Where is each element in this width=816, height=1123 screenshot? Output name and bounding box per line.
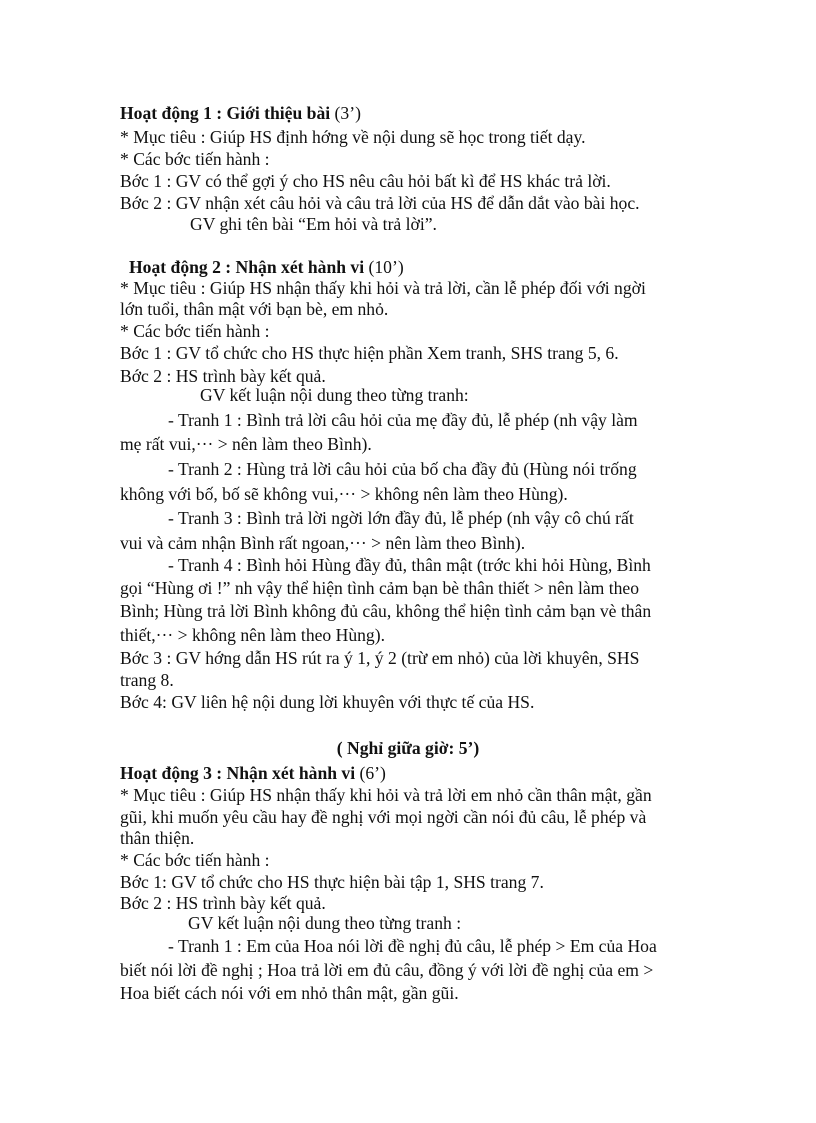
- activity-2-step-2: Bớc 2 : HS trình bày kết quả.: [120, 366, 326, 386]
- activity-1-step-1: Bớc 1 : GV có thể gợi ý cho HS nêu câu hỏi bất kì để HS khác trả lời.: [120, 171, 611, 191]
- activity-3-heading: [120, 763, 386, 784]
- activity-2-picture-1-line-2: mẹ rất vui,··· > nên làm theo Bình).: [120, 434, 372, 454]
- activity-2-step-4: Bớc 4: GV liên hệ nội dung lời khuyên với thực tế của HS.: [120, 692, 535, 712]
- activity-2-title: Hoạt động 2 : Nhận xét hành vi: [129, 257, 365, 277]
- activity-2-picture-1-line-1: - Tranh 1 : Bình trả lời câu hỏi của mẹ đầy đủ, lễ phép (nh vậy làm: [168, 410, 638, 430]
- activity-3-objective-line-2: gũi, khi muốn yêu cầu hay đề nghị với mọi ngời cần nói đủ câu, lễ phép và: [120, 807, 647, 827]
- activity-3-picture-1-line-3: Hoa biết cách nói với em nhỏ thân mật, gần gũi.: [120, 983, 459, 1003]
- activity-2-picture-3-line-2: vui và cảm nhận Bình rất ngoan,··· > nên làm theo Bình).: [120, 533, 526, 553]
- activity-3-step-1: Bớc 1: GV tổ chức cho HS thực hiện bài tập 1, SHS trang 7.: [120, 872, 544, 892]
- activity-2-picture-4-line-1: - Tranh 4 : Bình hỏi Hùng đầy đủ, thân mật (trớc khi hỏi Hùng, Bình: [168, 555, 651, 575]
- activity-3-title: Hoạt động 3 : Nhận xét hành vi: [120, 763, 356, 783]
- break-label: ( Nghỉ giữa giờ: 5’): [336, 738, 480, 758]
- activity-3-time: (6’): [355, 763, 386, 783]
- activity-2-picture-4-line-4: thiết,··· > không nên làm theo Hùng).: [120, 625, 385, 645]
- activity-2-picture-2-line-2: không với bố, bố sẽ không vui,··· > không nên làm theo Hùng).: [120, 484, 568, 504]
- activity-2-picture-4-line-3: Bình; Hùng trả lời Bình không đủ câu, không thể hiện tình cảm bạn vè thân: [120, 601, 652, 621]
- activity-2-heading: [129, 257, 404, 278]
- activity-1-title: Hoạt động 1 : Giới thiệu bài: [120, 103, 331, 123]
- activity-2-picture-3-line-1: - Tranh 3 : Bình trả lời ngời lớn đầy đủ, lễ phép (nh vậy cô chú rất: [168, 508, 634, 528]
- activity-2-picture-4-line-2: gọi “Hùng ơi !” nh vậy thể hiện tình cảm bạn bè thân thiết > nên làm theo: [120, 578, 640, 598]
- activity-1-heading: [120, 103, 361, 124]
- activity-3-picture-1-line-1: - Tranh 1 : Em của Hoa nói lời đề nghị đủ câu, lễ phép > Em của Hoa: [168, 936, 657, 956]
- activity-2-picture-2-line-1: - Tranh 2 : Hùng trả lời câu hỏi của bố cha đầy đủ (Hùng nói trống: [168, 459, 637, 479]
- activity-2-steps-label: * Các bớc tiến hành :: [120, 321, 270, 341]
- activity-1-steps-label: * Các bớc tiến hành :: [120, 149, 270, 169]
- activity-2-step-1: Bớc 1 : GV tổ chức cho HS thực hiện phần Xem tranh, SHS trang 5, 6.: [120, 343, 619, 363]
- activity-1-step-2: Bớc 2 : GV nhận xét câu hỏi và câu trả lời của HS để dẫn dắt vào bài học.: [120, 193, 640, 213]
- activity-2-step-3-line-2: trang 8.: [120, 670, 174, 690]
- activity-2-step-3-line-1: Bớc 3 : GV hớng dẫn HS rút ra ý 1, ý 2 (trừ em nhỏ) của lời khuyên, SHS: [120, 648, 640, 668]
- activity-1-objective: * Mục tiêu : Giúp HS định hớng về nội dung sẽ học trong tiết dạy.: [120, 127, 586, 147]
- activity-2-time: (10’): [364, 257, 404, 277]
- activity-2-objective-line-2: lớn tuổi, thân mật với bạn bè, em nhỏ.: [120, 299, 389, 319]
- activity-3-objective-line-1: * Mục tiêu : Giúp HS nhận thấy khi hỏi và trả lời em nhỏ cần thân mật, gần: [120, 785, 652, 805]
- activity-3-steps-label: * Các bớc tiến hành :: [120, 850, 270, 870]
- activity-3-conclusion-intro: GV kết luận nội dung theo từng tranh :: [188, 913, 462, 933]
- activity-3-objective-line-3: thân thiện.: [120, 828, 195, 848]
- activity-3-step-2: Bớc 2 : HS trình bày kết quả.: [120, 893, 326, 913]
- activity-1-time: (3’): [330, 103, 361, 123]
- activity-2-objective-line-1: * Mục tiêu : Giúp HS nhận thấy khi hỏi và trả lời, cần lễ phép đối với ngời: [120, 278, 646, 298]
- activity-1-title-note: GV ghi tên bài “Em hỏi và trả lời”.: [190, 214, 437, 234]
- activity-2-conclusion-intro: GV kết luận nội dung theo từng tranh:: [200, 385, 469, 405]
- activity-3-picture-1-line-2: biết nói lời đề nghị ; Hoa trả lời em đủ câu, đồng ý với lời đề nghị của em >: [120, 960, 654, 980]
